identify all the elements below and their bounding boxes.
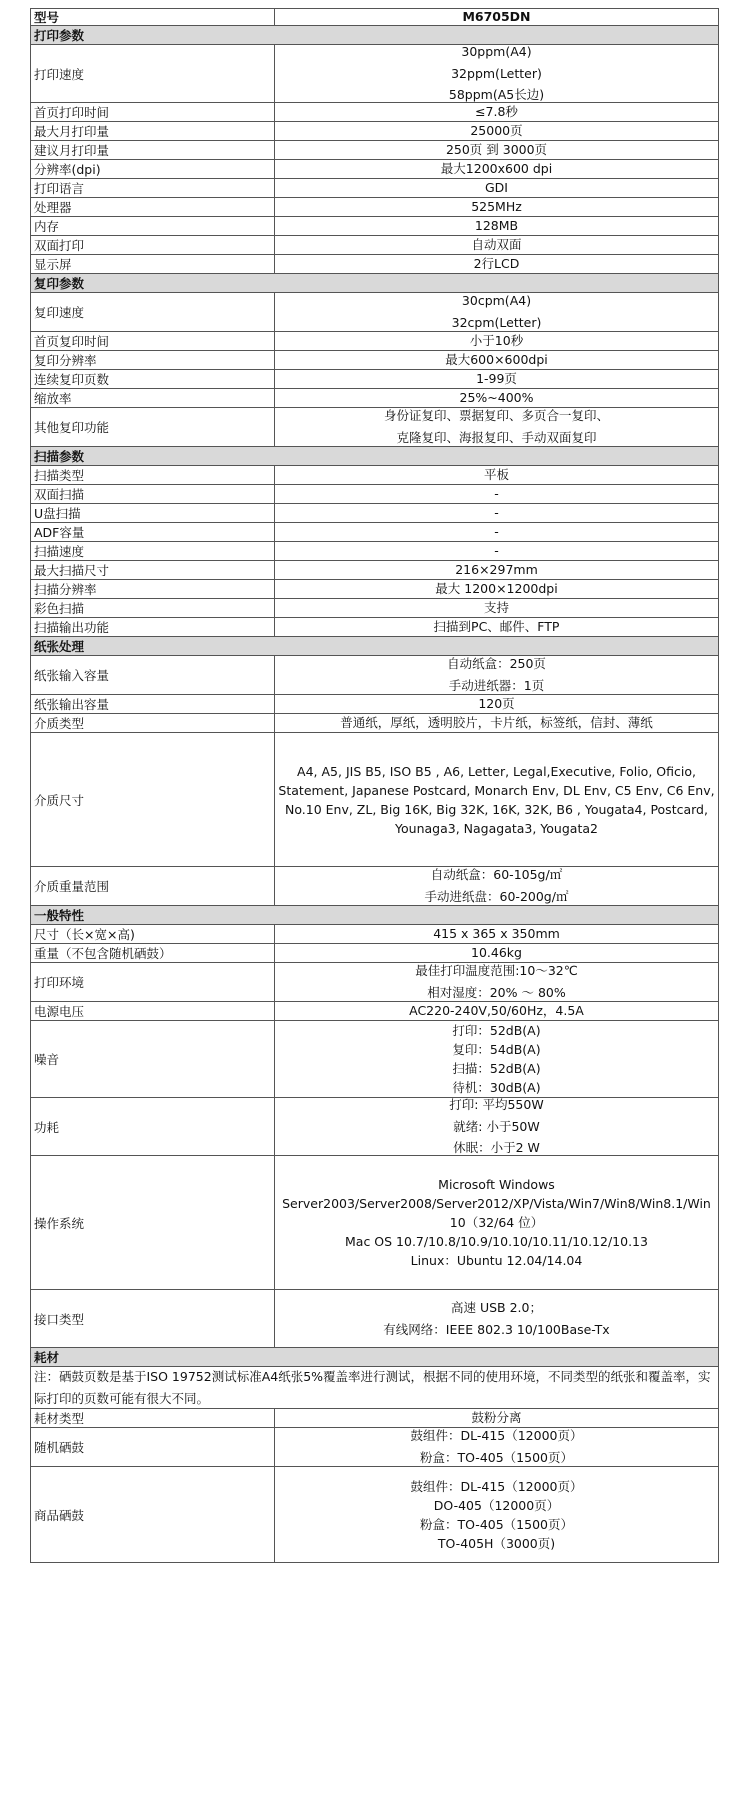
spec-value-line: 415 x 365 x 350mm (433, 926, 560, 942)
spec-value-line: Younaga3, Nagagata3, Yougata2 (395, 820, 598, 836)
spec-value-line: 平板 (483, 467, 509, 483)
spec-row (30, 733, 719, 867)
spec-value (275, 1021, 718, 1097)
spec-value-line: - (494, 524, 499, 540)
spec-value-line: 克隆复印、海报复印、手动双面复印 (396, 430, 597, 445)
spec-value (275, 1156, 718, 1289)
spec-label: 扫描速度 (31, 542, 275, 560)
spec-row (30, 160, 719, 179)
model-value: M6705DN (462, 9, 531, 25)
spec-value (275, 1428, 718, 1466)
spec-value-line: Microsoft Windows (438, 1177, 555, 1192)
spec-label: 最大月打印量 (31, 122, 275, 140)
spec-value (275, 1290, 718, 1347)
spec-value-line: ≤7.8秒 (475, 104, 518, 120)
spec-value-line: 就绪: 小于50W (453, 1118, 540, 1134)
spec-row (30, 1002, 719, 1021)
spec-value-line: 最大 1200×1200dpi (435, 581, 558, 597)
spec-value-line: 相对湿度：20% ～ 80% (427, 985, 566, 1000)
spec-label: 介质尺寸 (31, 733, 275, 866)
spec-value (275, 523, 718, 541)
section-header: 一般特性 (30, 906, 719, 925)
spec-label: 建议月打印量 (31, 141, 275, 159)
spec-value-line: No.10 Env, ZL, Big 16K, Big 32K, 16K, 32K, B6 , Yougata4, Postcard, (285, 801, 708, 817)
spec-row (30, 944, 719, 963)
spec-value (275, 103, 718, 121)
spec-value-line: 有线网络：IEEE 802.3 10/100Base-Tx (383, 1321, 610, 1337)
spec-row (30, 122, 719, 141)
spec-value (275, 542, 718, 560)
spec-value-line: A4, A5, JIS B5, ISO B5 , A6, Letter, Legal,Executive, Folio, Oficio, (297, 763, 696, 779)
spec-row (30, 1098, 719, 1156)
spec-value-line: 32ppm(Letter) (451, 65, 542, 81)
spec-label: 介质重量范围 (31, 867, 275, 905)
spec-value-line: 休眠：小于2 W (453, 1140, 540, 1156)
spec-label: 噪音 (31, 1021, 275, 1097)
spec-value (275, 618, 718, 636)
spec-row (30, 1428, 719, 1467)
spec-value-line: GDI (485, 180, 508, 196)
spec-value-line: AC220-240V,50/60Hz，4.5A (409, 1003, 584, 1019)
spec-value (275, 504, 718, 522)
spec-row (30, 351, 719, 370)
spec-value-line: 复印：54dB(A) (452, 1042, 541, 1057)
spec-value-line: 128MB (474, 218, 519, 234)
spec-label: 接口类型 (31, 1290, 275, 1347)
spec-row (30, 523, 719, 542)
spec-value-line: 25%~400% (459, 390, 534, 406)
spec-value (275, 867, 718, 905)
spec-label: 尺寸（长×宽×高) (31, 925, 275, 943)
spec-value-line: 高速 USB 2.0； (451, 1299, 542, 1315)
spec-value (275, 293, 718, 331)
spec-label: 其他复印功能 (31, 408, 275, 446)
spec-value-line: 支持 (483, 600, 509, 616)
spec-row (30, 1290, 719, 1348)
spec-value (275, 561, 718, 579)
spec-value (275, 695, 718, 713)
spec-row (30, 103, 719, 122)
spec-value-line: 手动进纸盘：60-200g/㎡ (424, 889, 569, 904)
spec-value-line: 身份证复印、票据复印、多页合一复印、 (383, 408, 609, 424)
spec-label: 纸张输出容量 (31, 695, 275, 713)
spec-label: 缩放率 (31, 389, 275, 407)
spec-value-line: Server2003/Server2008/Server2012/XP/Vista/Win7/Win8/Win8.1/Win (282, 1196, 711, 1211)
spec-value (275, 122, 718, 140)
spec-value-line: 鼓组件：DL-415（12000页） (410, 1478, 583, 1494)
spec-row (30, 466, 719, 485)
spec-row (30, 332, 719, 351)
spec-value-line: 216×297mm (455, 562, 538, 578)
spec-value (275, 466, 718, 484)
spec-value-line: 32cpm(Letter) (451, 315, 542, 330)
spec-row (30, 179, 719, 198)
spec-value-line: 小于10秒 (469, 333, 524, 349)
spec-row (30, 656, 719, 695)
spec-value (275, 255, 718, 273)
spec-value-line: 扫描到PC、邮件、FTP (433, 619, 560, 635)
section-header: 纸张处理 (30, 637, 719, 656)
spec-row (30, 504, 719, 523)
spec-value (275, 714, 718, 732)
spec-label: 最大扫描尺寸 (31, 561, 275, 579)
spec-value-line: 粉盒：TO-405（1500页） (419, 1450, 573, 1465)
spec-value-line: 10.46kg (471, 945, 522, 961)
spec-row (30, 370, 719, 389)
spec-row (30, 1021, 719, 1098)
section-header: 复印参数 (30, 274, 719, 293)
spec-value (275, 179, 718, 197)
spec-value-line: 自动双面 (471, 237, 522, 253)
spec-row (30, 389, 719, 408)
spec-value-line: 最大1200x600 dpi (440, 161, 553, 177)
spec-value-line: 525MHz (471, 199, 522, 215)
spec-value-line: 鼓组件：DL-415（12000页） (410, 1428, 583, 1444)
spec-value-line: - (494, 505, 499, 521)
spec-value (275, 198, 718, 216)
spec-row (30, 714, 719, 733)
spec-value-line: 鼓粉分离 (471, 1410, 522, 1426)
spec-value (275, 160, 718, 178)
spec-row (30, 618, 719, 637)
spec-value (275, 733, 718, 866)
spec-value-line: 自动纸盒：60-105g/㎡ (430, 867, 563, 883)
spec-label: 彩色扫描 (31, 599, 275, 617)
spec-label: 连续复印页数 (31, 370, 275, 388)
spec-label: 首页打印时间 (31, 103, 275, 121)
spec-value (275, 1467, 718, 1562)
spec-table (30, 8, 719, 1563)
spec-label: 内存 (31, 217, 275, 235)
spec-value-line: - (494, 486, 499, 502)
spec-label: 耗材类型 (31, 1409, 275, 1427)
spec-value-line: 最佳打印温度范围:10～32℃ (415, 963, 578, 979)
section-header: 打印参数 (30, 26, 719, 45)
spec-label: 复印分辨率 (31, 351, 275, 369)
spec-value-line: DO-405（12000页） (433, 1497, 560, 1513)
section-header: 耗材 (30, 1348, 719, 1367)
spec-value-line: 120页 (478, 696, 515, 712)
spec-value (275, 408, 718, 446)
spec-value (275, 332, 718, 350)
spec-value (275, 1098, 718, 1155)
spec-value (275, 656, 718, 694)
spec-row (30, 255, 719, 274)
spec-label: 纸张输入容量 (31, 656, 275, 694)
spec-label: 分辨率(dpi) (31, 160, 275, 178)
spec-value-line: Linux：Ubuntu 12.04/14.04 (410, 1253, 583, 1268)
spec-label: 商品硒鼓 (31, 1467, 275, 1562)
model-label: 型号 (31, 9, 275, 25)
spec-row (30, 1467, 719, 1563)
spec-row (30, 580, 719, 599)
spec-value-line: 粉盒：TO-405（1500页） (419, 1516, 573, 1532)
spec-row (30, 1409, 719, 1428)
spec-row (30, 561, 719, 580)
spec-value (275, 370, 718, 388)
spec-value-line: 30cpm(A4) (461, 293, 532, 309)
spec-value (275, 236, 718, 254)
spec-label: 打印环境 (31, 963, 275, 1001)
spec-value-line: 2行LCD (473, 256, 520, 272)
spec-value-line: 普通纸，厚纸，透明胶片，卡片纸，标签纸，信封、薄纸 (340, 715, 653, 731)
spec-label: 功耗 (31, 1098, 275, 1155)
spec-value-line: 250页 到 3000页 (445, 142, 548, 158)
spec-label: 打印语言 (31, 179, 275, 197)
spec-row (30, 408, 719, 447)
spec-value-line: 打印：52dB(A) (452, 1023, 541, 1038)
spec-value (275, 351, 718, 369)
spec-value-line: 58ppm(A5长边) (448, 87, 545, 103)
spec-label: 介质类型 (31, 714, 275, 732)
spec-label: ADF容量 (31, 523, 275, 541)
spec-label: 扫描类型 (31, 466, 275, 484)
spec-value-line: Mac OS 10.7/10.8/10.9/10.10/10.11/10.12/10.13 (345, 1234, 648, 1249)
spec-value-line: - (494, 543, 499, 559)
spec-value-line: 自动纸盒：250页 (447, 656, 546, 672)
spec-label: 扫描分辨率 (31, 580, 275, 598)
spec-value (275, 141, 718, 159)
spec-row (30, 45, 719, 103)
spec-value-line: 待机：30dB(A) (452, 1080, 541, 1095)
spec-value (275, 1002, 718, 1020)
spec-value-line: TO-405H（3000页) (437, 1535, 556, 1551)
spec-label: 双面打印 (31, 236, 275, 254)
spec-row (30, 1156, 719, 1290)
spec-value (275, 217, 718, 235)
spec-label: 处理器 (31, 198, 275, 216)
spec-value-line: 打印: 平均550W (449, 1096, 544, 1112)
spec-label: 随机硒鼓 (31, 1428, 275, 1466)
spec-value (275, 580, 718, 598)
spec-value (275, 963, 718, 1001)
spec-label: 打印速度 (31, 45, 275, 102)
spec-row (30, 867, 719, 906)
spec-value (275, 45, 718, 102)
section-header: 扫描参数 (30, 447, 719, 466)
spec-label: 电源电压 (31, 1002, 275, 1020)
spec-label: 重量（不包含随机硒鼓） (31, 944, 275, 962)
spec-label: U盘扫描 (31, 504, 275, 522)
spec-row (30, 217, 719, 236)
spec-value (275, 599, 718, 617)
spec-row (30, 293, 719, 332)
spec-label: 双面扫描 (31, 485, 275, 503)
spec-row (30, 485, 719, 504)
spec-row (30, 599, 719, 618)
spec-value-line: 扫描：52dB(A) (452, 1061, 541, 1076)
spec-label: 显示屏 (31, 255, 275, 273)
spec-value-line: 25000页 (470, 123, 523, 139)
spec-value-line: 30ppm(A4) (461, 43, 532, 59)
spec-row (30, 141, 719, 160)
spec-value-line: 最大600×600dpi (445, 352, 548, 368)
spec-row (30, 925, 719, 944)
spec-value (275, 485, 718, 503)
spec-value (275, 925, 718, 943)
spec-row (30, 198, 719, 217)
consumables-note: 注：硒鼓页数是基于ISO 19752测试标准A4纸张5%覆盖率进行测试，根据不同的使用环境，不同类型的纸张和覆盖率，实际打印的页数可能有很大不同。 (30, 1367, 719, 1409)
spec-value-line: 手动进纸器：1页 (448, 678, 545, 693)
spec-label: 复印速度 (31, 293, 275, 331)
spec-row (30, 542, 719, 561)
header-row (30, 8, 719, 26)
spec-label: 操作系统 (31, 1156, 275, 1289)
spec-label: 首页复印时间 (31, 332, 275, 350)
spec-row (30, 236, 719, 255)
spec-value-line: Statement, Japanese Postcard, Monarch Env, DL Env, C5 Env, C6 Env, (278, 782, 715, 798)
spec-value-line: 1-99页 (476, 371, 517, 387)
spec-value-line: 10（32/64 位） (449, 1215, 544, 1230)
spec-row (30, 963, 719, 1002)
spec-label: 扫描输出功能 (31, 618, 275, 636)
